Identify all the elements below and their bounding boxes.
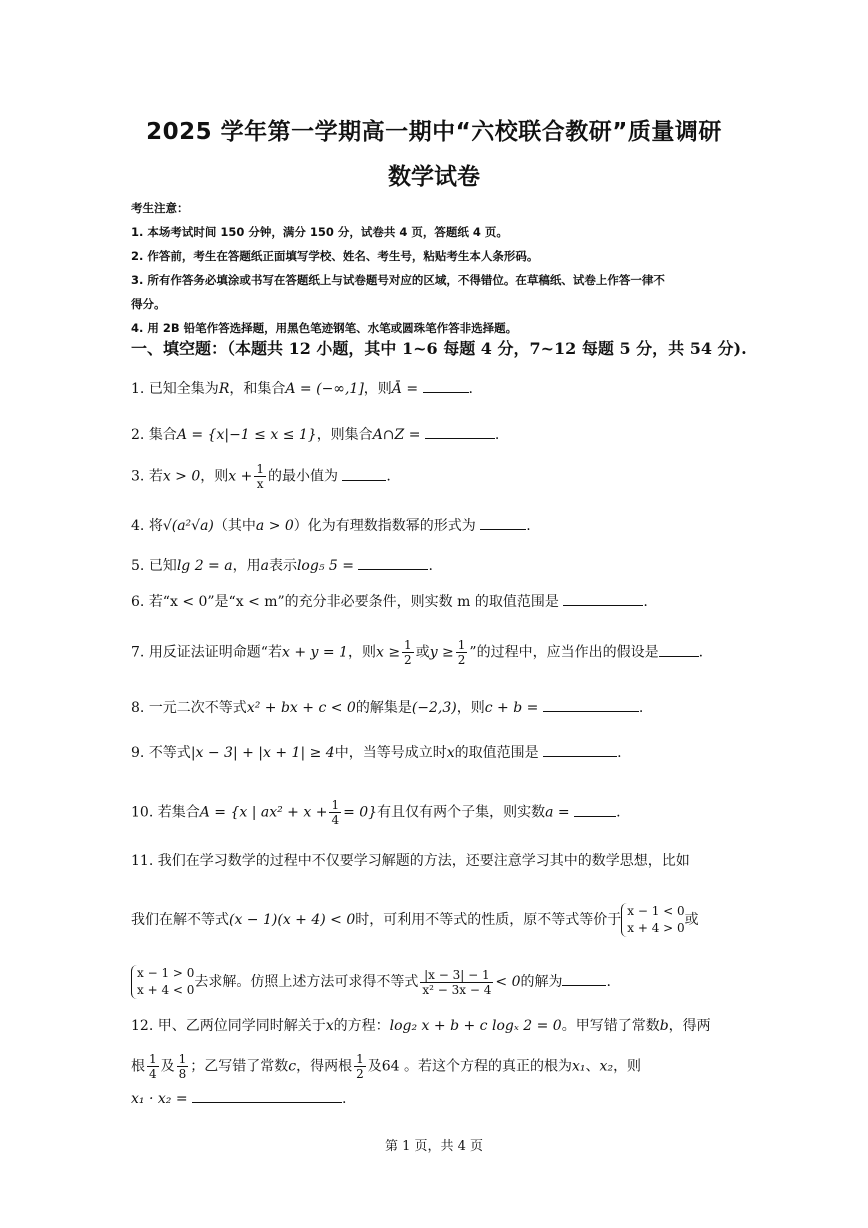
- question-8: 8. 一元二次不等式x² + bx + c < 0的解集是(−2,3)，则c + b = .: [131, 697, 751, 718]
- notice-block: [131, 196, 751, 340]
- fraction: $\frac{1}{x}$: [256, 462, 264, 491]
- inequality-system: x − 1 < 0 x + 4 > 0: [621, 903, 684, 937]
- answer-blank[interactable]: [659, 642, 699, 657]
- fraction: $\frac{1}{4}$: [149, 1052, 157, 1081]
- question-2: 2. 集合A = {x|−1 ≤ x ≤ 1}，则集合A∩Z = .: [131, 424, 751, 445]
- answer-blank[interactable]: [423, 378, 469, 393]
- question-10: 10. 若集合A = {x | ax² + x + $\frac{1}{4}$ = 0}有且仅有两个子集，则实数a = .: [131, 798, 621, 827]
- fraction: $\frac{1}{2}$: [356, 1052, 364, 1081]
- answer-blank[interactable]: [543, 697, 639, 712]
- question-12-line-2: 根 $\frac{1}{4}$ 及 $\frac{1}{8}$ ；乙写错了常数c，得两根 $\frac{1}{2}$ 及64 。若这个方程的真正的根为x₁、x₂，则: [131, 1052, 642, 1081]
- notice-item: 2. 作答前，考生在答题纸正面填写学校、姓名、考生号，粘贴考生本人条形码。: [131, 249, 539, 263]
- notice-item: 得分。: [131, 297, 166, 311]
- question-6: 6. 若“x < 0”是“x < m”的充分非必要条件，则实数 m 的取值范围是 .: [131, 591, 751, 612]
- answer-blank[interactable]: [574, 802, 616, 817]
- notice-item: 3. 所有作答务必填涂或书写在答题纸上与试卷题号对应的区域，不得错位。在草稿纸、试卷上作答一律不: [131, 273, 665, 287]
- answer-blank[interactable]: [562, 971, 606, 986]
- notice-heading: 考生注意：: [131, 201, 189, 215]
- inequality-system: x − 1 > 0 x + 4 < 0: [131, 965, 194, 999]
- page-footer: 第 1 页，共 4 页: [384, 1139, 484, 1154]
- question-11-line-3: x − 1 > 0 x + 4 < 0 去求解。仿照上述方法可求得不等式 $\frac{|x - 3| - 1}{\text{x² − 3x − 4}}$ < 0的解为 .: [131, 965, 751, 999]
- exam-subtitle: 数学试卷: [388, 164, 480, 190]
- fraction: $\frac{1}{8}$: [178, 1052, 187, 1081]
- fraction: $\frac{1}{4}$: [331, 798, 340, 827]
- answer-blank[interactable]: [342, 466, 386, 481]
- question-11: 11. 我们在学习数学的过程中不仅要学习解题的方法，还要注意学习其中的数学思想，比如: [131, 853, 690, 869]
- question-11-line-2: 我们在解不等式(x − 1)(x + 4) < 0时，可利用不等式的性质，原不等式等价于 x − 1 < 0 x + 4 > 0 或: [131, 904, 699, 935]
- fraction: $\frac{1}{2}$: [457, 638, 466, 667]
- notice-item: 1. 本场考试时间 150 分钟，满分 150 分，试卷共 4 页，答题纸 4 页。: [131, 225, 508, 239]
- question-12: 12. 甲、乙两位同学同时解关于x的方程：log₂ x + b + c logₓ 2 = 0。甲写错了常数b，得两: [131, 1018, 711, 1034]
- answer-blank[interactable]: [563, 591, 643, 606]
- question-9: 9. 不等式|x − 3| + |x + 1| ≥ 4中，当等号成立时x的取值范围是 .: [131, 742, 751, 763]
- answer-blank[interactable]: [425, 424, 495, 439]
- question-1: 1. 已知全集为R，和集合A = (−∞,1]，则Ā = .: [131, 378, 751, 399]
- question-7: 7. 用反证法证明命题“若x + y = 1，则x ≥ $\frac{1}{2}$ 或y ≥ $\frac{1}{2}$ ”的过程中，应当作出的假设是 .: [131, 638, 704, 667]
- fraction: $\frac{1}{2}$: [404, 638, 412, 667]
- question-4: 4. 将√(a²√a)（其中a > 0）化为有理数指数幂的形式为 .: [131, 515, 751, 536]
- notice-item: 4. 用 2B 铅笔作答选择题，用黑色笔迹钢笔、水笔或圆珠笔作答非选择题。: [131, 321, 518, 335]
- fraction: $\frac{|x - 3| - 1}{\text{x² − 3x − 4}}$: [422, 967, 492, 997]
- question-5: 5. 已知lg 2 = a，用a表示log₅ 5 = .: [131, 555, 751, 576]
- answer-blank[interactable]: [543, 742, 617, 757]
- answer-blank[interactable]: [192, 1088, 342, 1103]
- question-12-line-3: x₁ · x₂ = .: [131, 1088, 751, 1109]
- section-heading: 一、填空题：（本题共 12 小题，其中 1~6 每题 4 分，7~12 每题 5 分，共 54 分).: [131, 339, 747, 358]
- answer-blank[interactable]: [358, 555, 428, 570]
- answer-blank[interactable]: [480, 515, 526, 530]
- exam-title: 2025 学年第一学期高一期中“六校联合教研”质量调研: [146, 119, 722, 145]
- question-3: 3. 若x > 0，则x + $\frac{1}{x}$ 的最小值为 .: [131, 462, 391, 491]
